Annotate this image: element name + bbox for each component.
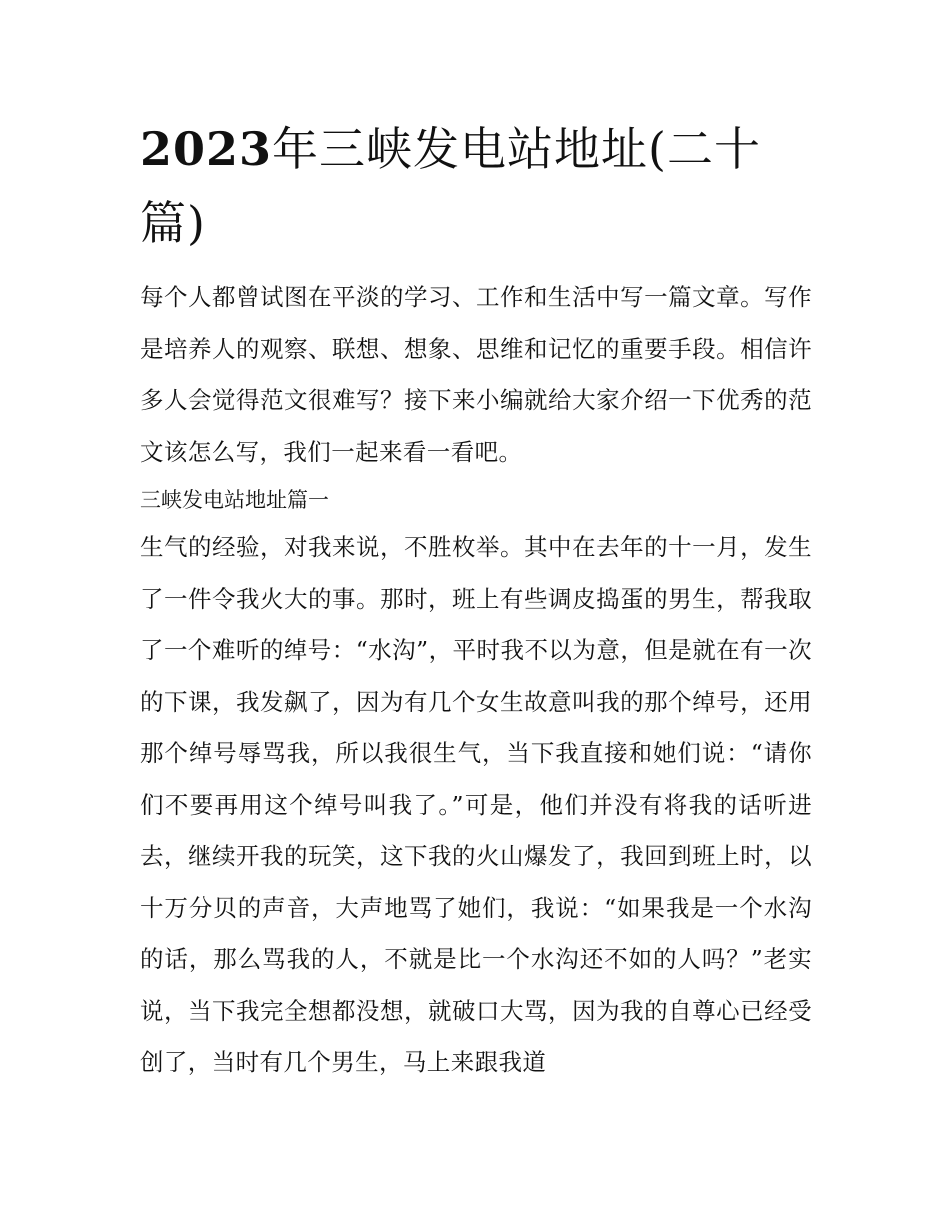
- section-heading: 三峡发电站地址篇一: [140, 488, 329, 512]
- title-year: 2023: [140, 122, 273, 176]
- body-paragraph: 生气的经验，对我来说，不胜枚举。其中在去年的十一月，发生了一件令我火大的事。那时，班上有些调皮捣蛋的男生，帮我取了一个难听的绰号：“水沟”，平时我不以为意，但是就在有一次的下课，我发飙了，因为有几个女生故意叫我的那个绰号，还用那个绰号辱骂我，所以我很生气，当下我直接和她们说：“请你们不要再用这个绰号叫我了。”可是，他们并没有将我的话听进去，继续开我的玩笑，这下我的火山爆发了，我回到班上时，以十万分贝的声音，大声地骂了她们，我说：“如果我是一个水沟的话，那么骂我的人，不就是比一个水沟还不如的人吗？”老实说，当下我完全想都没想，就破口大骂，因为我的自尊心已经受创了，当时有几个男生，马上来跟我道: [140, 533, 812, 1076]
- title-text: 年三峡发电站地址(二十篇): [140, 122, 761, 250]
- document-title: [140, 112, 812, 260]
- intro-paragraph: 每个人都曾试图在平淡的学习、工作和生活中写一篇文章。写作是培养人的观察、联想、想象、思维和记忆的重要手段。相信许多人会觉得范文很难写？接下来小编就给大家介绍一下优秀的范文该怎么写，我们一起来看一看吧。: [140, 283, 812, 466]
- document-content: [140, 112, 812, 1089]
